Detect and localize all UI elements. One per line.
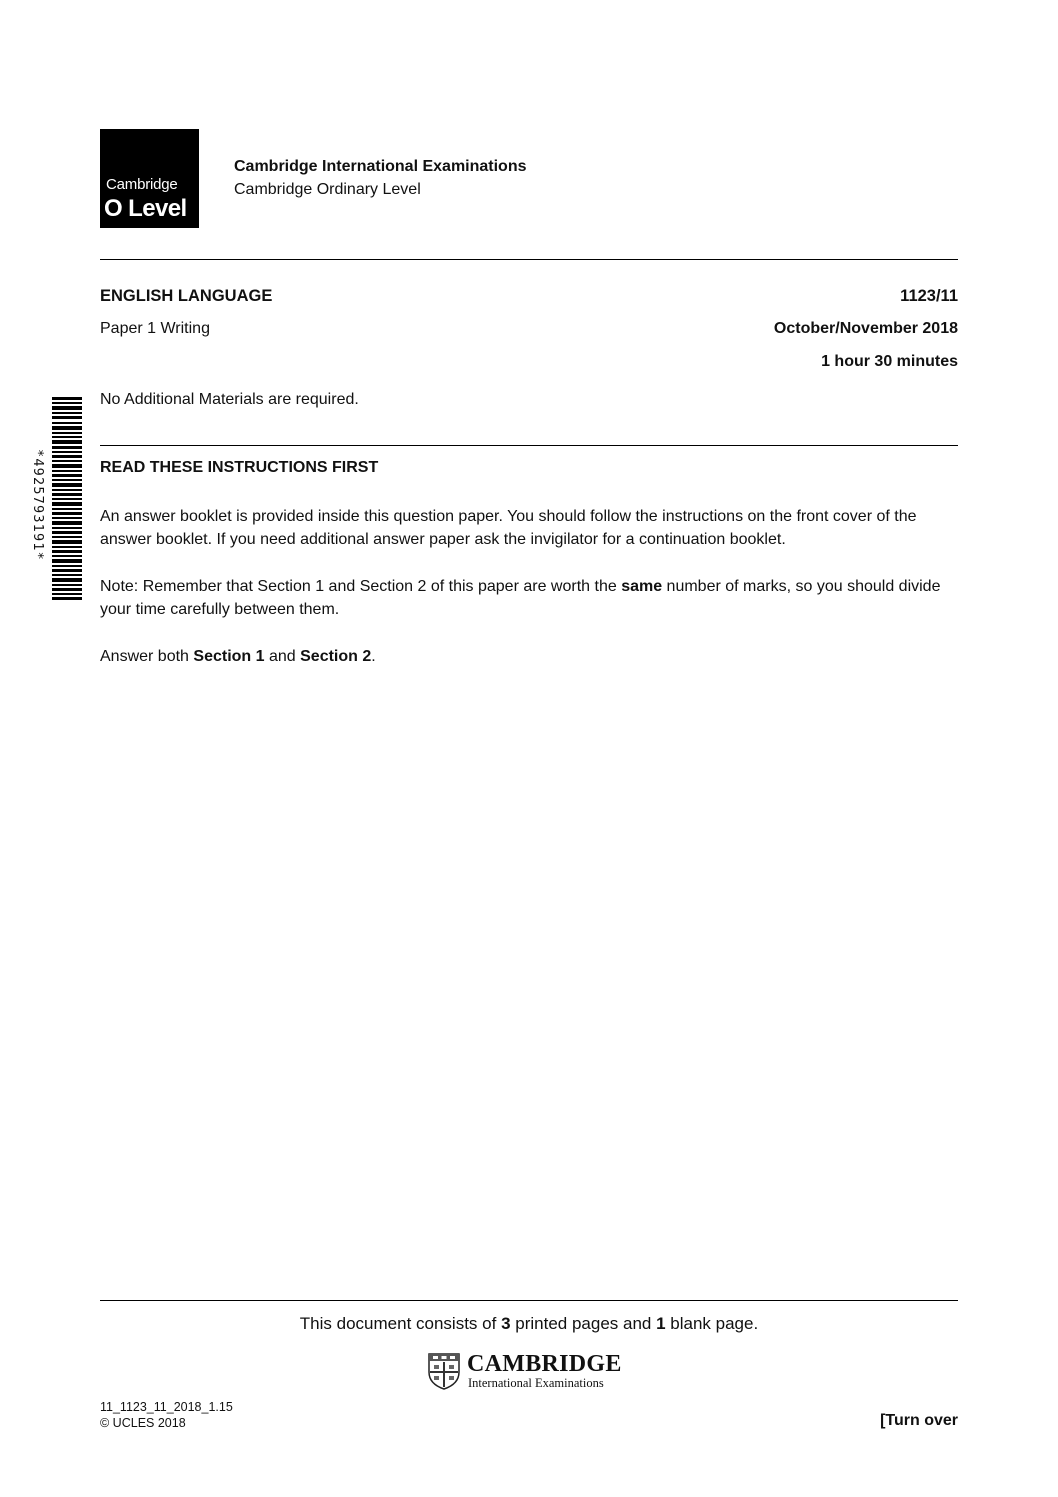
p2-emphasis: same: [621, 578, 663, 595]
instructions-paragraph-2: [100, 575, 958, 621]
brand-subtitle: International Examinations: [468, 1376, 604, 1390]
note-start: This document consists of: [299, 1314, 502, 1333]
p3-text-end: .: [371, 648, 376, 665]
section-divider: [100, 445, 958, 446]
org-title: Cambridge International Examinations: [234, 158, 527, 175]
logo-line-olevel: O Level: [104, 195, 187, 222]
p3-section-1: Section 1: [193, 648, 265, 665]
p2-text-start: Note: Remember that Section 1 and Section 2 of this paper are worth the: [100, 578, 622, 595]
crest-icon: [427, 1352, 461, 1390]
page-count-note: [0, 1314, 1058, 1334]
p2-text-end: number of marks, so you should divide your time carefully between them.: [100, 578, 941, 618]
printed-pages-count: 3: [501, 1314, 511, 1333]
org-subtitle: Cambridge Ordinary Level: [234, 181, 421, 198]
turn-over-label: [Turn over: [880, 1412, 958, 1429]
barcode-number: *4925793191*: [30, 449, 46, 561]
materials-note: No Additional Materials are required.: [100, 391, 359, 408]
p3-text-mid: and: [264, 648, 301, 665]
subject-title: ENGLISH LANGUAGE: [100, 287, 273, 305]
copyright-notice: © UCLES 2018: [100, 1416, 186, 1430]
logo-line-cambridge: Cambridge: [106, 176, 178, 193]
exam-session: October/November 2018: [773, 320, 958, 337]
brand-word: CAMBRIDGE: [467, 1351, 622, 1377]
p3-text-start: Answer both: [100, 648, 194, 665]
header-divider: [100, 259, 958, 260]
document-reference: 11_1123_11_2018_1.15: [100, 1400, 233, 1414]
olevel-logo: [100, 129, 199, 228]
paper-code: 1123/11: [900, 287, 958, 305]
note-mid: printed pages and: [510, 1314, 657, 1333]
paper-name: Paper 1 Writing: [100, 320, 210, 337]
p3-section-2: Section 2: [300, 648, 372, 665]
footer-divider: [100, 1300, 958, 1301]
cambridge-brand-logo: [427, 1351, 632, 1391]
instructions-heading: READ THESE INSTRUCTIONS FIRST: [100, 459, 379, 476]
exam-duration: 1 hour 30 minutes: [821, 353, 958, 370]
blank-pages-count: 1: [656, 1314, 666, 1333]
instructions-paragraph-3: [100, 645, 958, 668]
instructions-paragraph-1: An answer booklet is provided inside this question paper. You should follow the instructions on the front cover of the answer booklet. If you need additional answer paper ask the invigilator for a continuation booklet.: [100, 508, 917, 548]
barcode: [52, 397, 82, 600]
note-end: blank page.: [665, 1314, 759, 1333]
